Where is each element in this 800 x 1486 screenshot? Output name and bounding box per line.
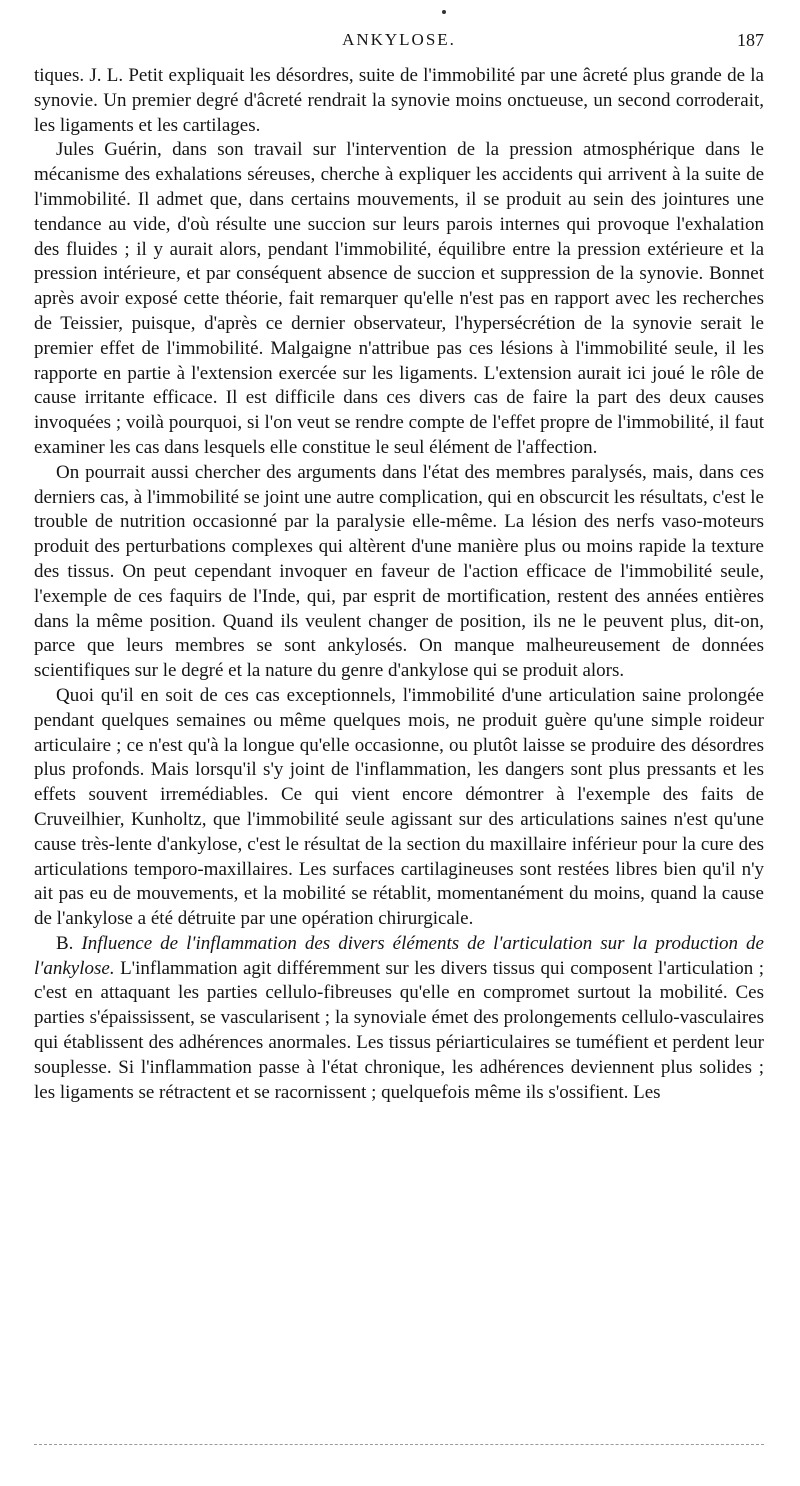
- paragraph-3: On pourrait aussi chercher des arguments dans l'état des membres paralysés, mais, dans ces derniers cas, à l'immobilité se joint une autre complication, qui en obscurcit les résultats, c'est le trouble de nutrition occasionné par la paralysie elle-même. La lésion des nerfs vaso-moteurs produit des perturbations complexes qui altèrent d'une manière plus ou moins rapide la texture des tissus. On peut cependant invoquer en faveur de l'action efficace de l'immobilité seule, l'exemple de ces faquirs de l'Inde, qui, par esprit de mortification, restent des années entières dans la même position. Quand ils veulent changer de position, ils ne le peuvent plus, dit-on, parce que leurs membres se sont ankylosés. On manque malheureusement de données scientifiques sur le degré et la nature du genre d'ankylose qui se produit alors.: [34, 461, 764, 682]
- section-b-paragraph: [34, 932, 764, 1106]
- section-b-title: Influence de l'inflammation des divers éléments de l'articulation sur la production de l'ankylose.: [34, 932, 764, 979]
- page-number: 187: [737, 30, 764, 50]
- section-b-text: L'inflammation agit différemment sur les divers tissus qui composent l'articulation ; c'est en attaquant les parties cellulo-fibreuses qu'elle en compromet surtout la mobilité. Ces parties s'épaississent, se vascularisent ; la synoviale émet des prolongements cellulo-vasculaires qui établissent des adhérences anormales. Les tissus périarticulaires se tuméfient et perdent leur souplesse. Si l'inflammation passe à l'état chronique, les adhérences deviennent plus solides ; les ligaments se rétractent et se racornissent ; quelquefois même ils s'ossifient. Les: [34, 957, 765, 1103]
- paragraph-1: tiques. J. L. Petit expliquait les désordres, suite de l'immobilité par une âcreté plus grande de la synovie. Un premier degré d'âcreté rendrait la synovie moins onctueuse, un second corroderait, les ligaments et les cartilages.: [34, 65, 764, 136]
- section-b-label: B.: [56, 932, 74, 954]
- body-text: [34, 64, 764, 1105]
- footer-rule: [34, 1444, 764, 1445]
- paragraph-2: Jules Guérin, dans son travail sur l'intervention de la pression atmosphérique dans le mécanisme des exhalations séreuses, cherche à expliquer les accidents qui arrivent à la suite de l'immobilité. Il admet que, dans certains mouvements, il se produit au sein des jointures une tendance au vide, d'où résulte une succion sur leurs parois internes qui provoque l'exhalation des fluides ; il y aurait alors, pendant l'immobilité, équilibre entre la pression extérieure et la pression intérieure, et par conséquent absence de succion et suppression de la synovie. Bonnet après avoir exposé cette théorie, fait remarquer qu'elle n'est pas en rapport avec les recherches de Teissier, puisque, d'après ce dernier observateur, l'hypersécrétion de la synovie serait le premier effet de l'immobilité. Malgaigne n'attribue pas ces lésions à l'immobilité seule, il les rapporte en partie à l'extension exercée sur les ligaments. L'extension aurait ici joué le rôle de cause irritante efficace. Il est difficile dans ces divers cas de faire la part des deux causes invoquées ; voilà pourquoi, si l'on veut se rendre compte de l'effet propre de l'immobilité, il faut examiner les cas dans lesquels elle constitue le seul élément de l'affection.: [34, 139, 764, 458]
- page-header: [34, 28, 764, 52]
- running-title: ANKYLOSE.: [342, 30, 456, 49]
- paragraph-4: Quoi qu'il en soit de ces cas exceptionnels, l'immobilité d'une articulation saine prolongée pendant quelques semaines ou même quelques mois, ne produit guère qu'une simple roideur articulaire ; ce n'est qu'à la longue qu'elle occasionne, ou plutôt laisse se produire des désordres plus profonds. Mais lorsqu'il s'y joint de l'inflammation, les dangers sont plus pressants et les effets souvent irremédiables. Ce qui vient encore démontrer à l'exemple des faits de Cruveilhier, Kunholtz, que l'immobilité seule agissant sur des articulations saines n'est qu'une cause très-lente d'ankylose, c'est le résultat de la section du maxillaire inférieur pour la cure des articulations temporo-maxillaires. Les surfaces cartilagineuses sont restées libres bien qu'il n'y ait pas eu de mouvements, et la mobilité se rétablit, momentanément du moins, quand la cause de l'ankylose a été détruite par une opération chirurgicale.: [34, 684, 764, 930]
- ink-speck: [442, 10, 446, 14]
